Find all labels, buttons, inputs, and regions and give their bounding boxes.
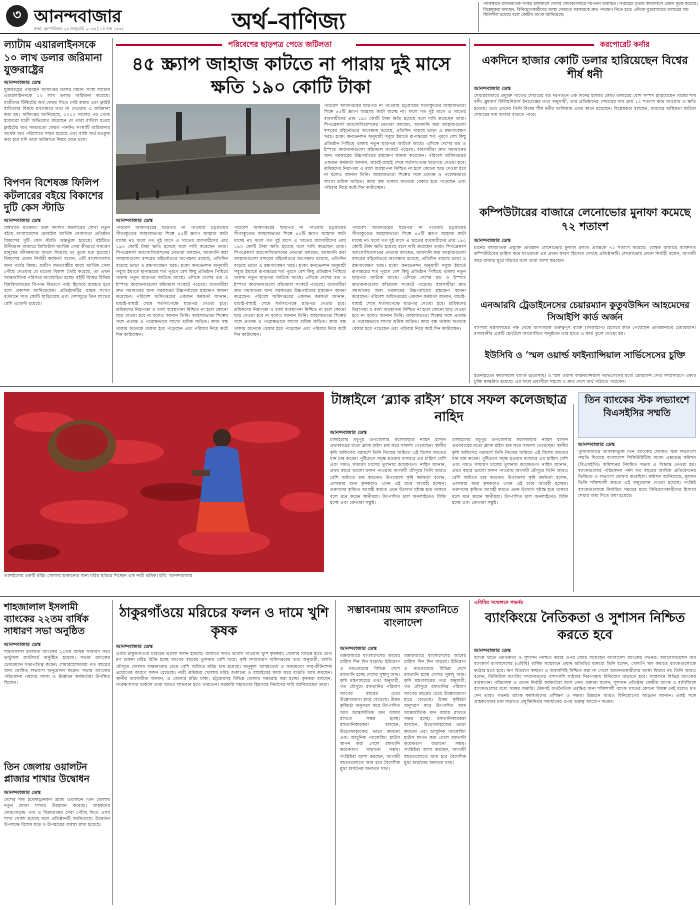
headline-richest: একদিনে হাজার কোটি ডলার হারিয়েছেন বিশ্বের শীর্ষ ধনী — [482, 54, 688, 81]
lead-body-col1: পরিবেশ অধিদপ্তরের ছাড়পত্র না পাওয়ায় চট্টগ্রামের সীতাকুণ্ডের জাহাজভাঙা শিল্পে ৪৫টি স্ক্র্যাপ জাহাজ কাটা যাচ্ছে না। ফলে গত দুই মাসে এ খাতের ব্যবসায়ীদের প্রায় ১৯০ কোটি টাকা ক্ষতি হয়েছে বলে দাবি করেছেন তারা। শিপব্রেকার্স অ্যাসোসিয়েশনের নেতারা বলছেন, আমদানি করা জাহাজগুলো বন্দরের বহির্নোঙরে অপেক্ষায় রয়েছে, প্রতিদিন বাড়ছে ভাড়া ও রক্ষণাবেক্ষণ খরচ। হংকং কনভেনশন অনুযায়ী সবুজ ইয়ার্ডে রূপান্তরের শর্ত পূরণে বেশ কিছু প্রতিষ্ঠান পিছিয়ে থাকায় নতুন ছাড়পত্র আটকে আছে। এদিকে দেশের রড ও ইস্পাত কারখানাগুলো কাঁচামাল সংকটে পড়েছে। ব্যবসায়ীরা দ্রুত সমাধানের জন্য সরকারের উচ্চপর্যায়ের হস্তক্ষেপ কামনা করেছেন। পরিবেশ অধিদপ্তরের একজন কর্মকর্তা জানান, যাচাই-বাছাই শেষে শর্তসাপেক্ষে ছাড়পত্র দেওয়া হবে। শ্রমিকদের নিরাপত্তা ও বর্জ্য ব্যবস্থাপনা নিশ্চিত না হলে কোনো ছাড় দেওয়া হবে না বলেও জানান তিনি। জাহাজভাঙা শিল্পের সঙ্গে প্রত্যক্ষ ও পরোক্ষভাবে লাখো শ্রমিক জড়িত। কাজ বন্ধ থাকায় অনেকে বেকার হয়ে পড়েছেন এবং পরিবার নিয়ে কষ্টে দিন কাটাচ্ছেন। — [116, 226, 228, 339]
byline: আনন্দবাজার ডেস্ক — [4, 80, 41, 86]
article-body-latam: যুক্তরাষ্ট্রের পরিবহন অধিদপ্তর চিলির বিমান সংস্থা ল্যাটাম এয়ারলাইনসকে ১০ লাখ ডলার জরিমানা করেছে। যাত্রীদের টিকিটের অর্থ ফেরত দিতে দেরি করায় এবং ফ্লাইট বাতিলের বিষয়ে যথাসময়ে তথ্য না দেওয়ায় এ জরিমানা করা হয়। অধিদপ্তর জানিয়েছে, ২০২০ সালের পর থেকে হাজারো যাত্রী অভিযোগ করেছেন যে তারা বাতিল হওয়া ফ্লাইটের অর্থ সময়মতো ফেরত পাননি। সংস্থাটি জরিমানার অর্ধেক অর্থ পরিশোধে সম্মত হয়েছে এবং বাকি অর্থ মওকুফ করা হবে যদি তারা ভবিষ্যতে নিয়ম মেনে চলে। — [4, 88, 110, 144]
byline: আনন্দবাজার ডেস্ক — [474, 648, 511, 654]
headline-ucb: ইউসিবি ও ‘স্মল ওয়ার্ল্ড ফাইন্যান্সিয়াল সার্ভিসেসের চুক্তি — [484, 351, 686, 361]
article-body-walton: দেশের শীর্ষ ইলেকট্রনিকস ব্র্যান্ড ওয়ালটন তিন জেলায় নতুন প্লাজা শাখার উদ্বোধন করেছে। গ্রাহকদের দোরগোড়ায় পণ্য ও বিক্রয়োত্তর সেবা পৌঁছে দিতে এসব শাখা খোলা হয়েছে বলে প্রতিষ্ঠানটি জানিয়েছে। উদ্বোধন উপলক্ষে বিশেষ ছাড় ও উপহারের ব্যবস্থা রাখা হয়েছে। — [4, 798, 110, 829]
ethics-kicker: এবিবির সম্মেলনে গভর্নর — [474, 600, 523, 606]
lead-body-col3: পরিবেশ অধিদপ্তরের ছাড়পত্র না পাওয়ায় চট্টগ্রামের সীতাকুণ্ডের জাহাজভাঙা শিল্পে ৪৫টি স্ক্র্যাপ জাহাজ কাটা যাচ্ছে না। ফলে গত দুই মাসে এ খাতের ব্যবসায়ীদের প্রায় ১৯০ কোটি টাকা ক্ষতি হয়েছে বলে দাবি করেছেন তারা। শিপব্রেকার্স অ্যাসোসিয়েশনের নেতারা বলছেন, আমদানি করা জাহাজগুলো বন্দরের বহির্নোঙরে অপেক্ষায় রয়েছে, প্রতিদিন বাড়ছে ভাড়া ও রক্ষণাবেক্ষণ খরচ। হংকং কনভেনশন অনুযায়ী সবুজ ইয়ার্ডে রূপান্তরের শর্ত পূরণে বেশ কিছু প্রতিষ্ঠান পিছিয়ে থাকায় নতুন ছাড়পত্র আটকে আছে। এদিকে দেশের রড ও ইস্পাত কারখানাগুলো কাঁচামাল সংকটে পড়েছে। ব্যবসায়ীরা দ্রুত সমাধানের জন্য সরকারের উচ্চপর্যায়ের হস্তক্ষেপ কামনা করেছেন। পরিবেশ অধিদপ্তরের একজন কর্মকর্তা জানান, যাচাই-বাছাই শেষে শর্তসাপেক্ষে ছাড়পত্র দেওয়া হবে। শ্রমিকদের নিরাপত্তা ও বর্জ্য ব্যবস্থাপনা নিশ্চিত না হলে কোনো ছাড় দেওয়া হবে না বলেও জানান তিনি। জাহাজভাঙা শিল্পের সঙ্গে প্রত্যক্ষ ও পরোক্ষভাবে লাখো শ্রমিক জড়িত। কাজ বন্ধ থাকায় অনেকে বেকার হয়ে পড়েছেন এবং পরিবার নিয়ে কষ্টে দিন কাটাচ্ছেন। — [352, 226, 466, 332]
ticker-text: পাকিস্তানে রাজনৈতিক সংকট চলাকালে দেশের শেয়ারবাজারে দরপতন অব্যাহত। সপ্তাহের তৃতীয় কার্যদিবসে প্রধান সূচক কমেছে। বিশ্লেষকরা বলছেন, বিনিয়োগকারীদের আস্থা ফেরাতে সরকারকে দ্রুত পদক্ষেপ নিতে হবে। এদিকে মুদ্রাবাজারে ডলারের দাম স্থিতিশীল রয়েছে বলে কেন্দ্রীয় ব্যাংক জানিয়েছে। — [478, 2, 698, 32]
newspaper-logo: আনন্দবাজার — [34, 7, 122, 27]
headline-black-rice: টাঙ্গাইলে ‘ব্ল্যাক রাইস’ চাষে সফল কলেজছাত্র নাহিদ — [331, 393, 567, 425]
corporate-corner-kicker: করপোরেট কর্নার — [600, 40, 650, 49]
article-body-cip: বাণিজ্য মন্ত্রণালয়ের পক্ষ থেকে বাণিজ্যিক গুরুত্বপূর্ণ ব্যক্তি (সিআইপি) হিসেবে কার্ড পেয়েছেন প্রতিষ্ঠানটির চেয়ারম্যান। রাজধানীর একটি হোটেলে আয়োজিত অনুষ্ঠানে তার হাতে এ কার্ড তুলে দেওয়া হয়। — [474, 326, 696, 338]
section-divider — [0, 386, 700, 387]
page-number: ৩ — [6, 5, 28, 27]
byline: আনন্দবাজার ডেস্ক — [4, 218, 41, 224]
byline: আনন্দবাজার ডেস্ক — [330, 430, 367, 436]
byline: আনন্দবাজার ডেস্ক — [474, 238, 511, 244]
article-body-lenovo: চীনের বহুজাতিক প্রযুক্তি প্রতিষ্ঠান লেনোভোর মুনাফা চলতি প্রান্তিকে ৭২ শতাংশ কমেছে। বৈশ্বিক বাজারে ব্যক্তিগত কম্পিউটারের চাহিদা কমে যাওয়াকে এর প্রধান কারণ হিসেবে দেখছে প্রতিষ্ঠানটি। লেনোভোর প্রধান নির্বাহী বলেন, আগামী বছর বাজার ঘুরে দাঁড়াবে বলে তারা আশা করছেন। — [474, 246, 696, 264]
headline-cip: এনআরবি ট্রেডাইনেসের চেয়ারম্যান কুতুবউদ্দিন আহমেদের সিআইপি কার্ড অর্জন — [480, 301, 690, 323]
section-title: অর্থ–বাণিজ্য — [232, 8, 346, 35]
article-body-ucb: ইউনাইটেড কমার্শিয়াল ব্যাংক (ইউসিবি) ও স্মল ওয়ার্ল্ড ফাইন্যান্সিয়াল সার্ভিসেসের মধ্যে রেমিট্যান্স সেবা সম্প্রসারণে একটি চুক্তি স্বাক্ষরিত হয়েছে। এর ফলে প্রবাসীরা সহজে ও দ্রুত দেশে অর্থ পাঠাতে পারবেন। — [474, 374, 696, 386]
dateline: ঢাকা, বৃহস্পতিবার ২৯ জানুয়ারি ২০২৬ | ১৫ মাঘ ১৪৩২ — [34, 26, 124, 31]
column-rule — [469, 38, 470, 383]
article-body-richest: শেয়ারবাজারে প্রযুক্তি খাতের শেয়ারের বড় দরপতনে এক দিনেই হাজার কোটি ডলারের বেশি সম্পদ হারিয়েছেন বিশ্বের শীর্ষ ধনী। ব্লুমবার্গ বিলিয়নিয়ার্স ইনডেক্সের তথ্য অনুযায়ী, তার প্রতিষ্ঠানের শেয়ারের দাম প্রায় ১২ শতাংশ কমে যাওয়ায় এ ক্ষতি হয়েছে। তবে এখনো তিনি বিশ্বের শীর্ষ ধনীর তালিকায় প্রথম স্থানে রয়েছেন। বিশ্লেষকরা বলছেন, বাজারে অস্থিরতা কাটলে শেয়ারের দাম আবার বাড়তে পারে। — [474, 94, 696, 118]
headline-kotler: বিপণন বিশেষজ্ঞ ফিলিপ কটলারের বইয়ে বিকাশের দুটি কেস স্টাডি — [4, 178, 104, 214]
column-rule — [112, 38, 113, 383]
kicker-rule — [474, 44, 594, 46]
shipyard-photo — [116, 104, 320, 214]
article-body-rice-col2: টাঙ্গাইলের মধুপুর উপজেলার কলেজছাত্র নাহিদ হাসান প্রথমবারের মতো ব্ল্যাক রাইস চাষ করে সাফল্য পেয়েছেন। স্থানীয় কৃষি অফিসের পরামর্শে তিনি নিজের জমিতে এই বিশেষ জাতের ধান চাষ করেন। পুষ্টিগুণে সমৃদ্ধ হওয়ায় বাজারে এর চাহিদা বেশি এবং দামও সাধারণ চালের তুলনায় কয়েকগুণ। নাহিদ জানান, প্রথম বছরে ভালো ফলন পাওয়ায় আগামী মৌসুমে তিনি আরও বেশি জমিতে চাষ করবেন। উপজেলা কৃষি কর্মকর্তা বলেন, এলাকার অন্য কৃষকরাও এখন এই চাষে আগ্রহী হচ্ছেন। তরুণদের কৃষিতে আগ্রহী করতে এমন উদ্যোগ দৃষ্টান্ত হয়ে থাকবে বলে মনে করেন স্থানীয়রা। উৎপাদিত চাল অনলাইনেও বিক্রি হচ্ছে এবং ক্রেতারা সন্তুষ্ট। — [452, 438, 568, 506]
article-body-mango-col1: বিশ্ববাজারে বাংলাদেশের আমের চাহিদা দিন দিন বাড়ছে। ইউরোপ ও মধ্যপ্রাচ্যের বিভিন্ন দেশে রফতানি হচ্ছে দেশের সুস্বাদু আম। কৃষি মন্ত্রণালয়ের তথ্য অনুযায়ী, গত মৌসুমে রফতানির পরিমাণ আগের বছরের চেয়ে উল্লেখযোগ্য হারে বেড়েছে। উত্তম কৃষিচর্চা অনুসরণ করে উৎপাদিত আম আন্তর্জাতিক মান বজায় রাখতে সক্ষম হচ্ছে। রফতানিকারকরা বলছেন, উড়োজাহাজের ভাড়া কমানো এবং আধুনিক প্যাকেজিং হাউস স্থাপন করা গেলে রফতানি কয়েকগুণ বাড়ানো সম্ভব। সংশ্লিষ্টরা আশা করছেন, আগামী বছরগুলোতে আম হবে বৈদেশিক মুদ্রা অর্জনের অন্যতম খাত। — [340, 654, 400, 773]
headline-sjibl: শাহজালাল ইসলামী ব্যাংকের ২২তম বার্ষিক সাধারণ সভা অনুষ্ঠিত — [4, 602, 89, 637]
byline: আনন্দবাজার ডেস্ক — [4, 642, 41, 648]
headline-chili: ঠাকুরগাঁওয়ে মরিচের ফলন ও দামে খুশি কৃষক — [119, 605, 329, 639]
photo-caption: তাঙ্গাইলের একটি মরিচ খোলায় শুকানোর জন্য মরিচ ছড়িয়ে দিচ্ছেন এক নারী শ্রমিক। ছবি: আনন্দবাজার — [4, 574, 193, 579]
chili-drying-photo — [4, 392, 324, 572]
headline-ethics: ব্যাংকিংয়ে নৈতিকতা ও সুশাসন নিশ্চিত করতে হবে — [484, 611, 686, 643]
byline: আনন্দবাজার ডেস্ক — [116, 218, 153, 224]
byline: আনন্দবাজার ডেস্ক — [474, 86, 511, 92]
kicker-rule — [356, 44, 466, 46]
headline-mango: সম্ভাবনাময় আম রফতানিতে বাংলাদেশ — [347, 605, 459, 629]
article-body-rice-col1: টাঙ্গাইলের মধুপুর উপজেলার কলেজছাত্র নাহিদ হাসান প্রথমবারের মতো ব্ল্যাক রাইস চাষ করে সাফল্য পেয়েছেন। স্থানীয় কৃষি অফিসের পরামর্শে তিনি নিজের জমিতে এই বিশেষ জাতের ধান চাষ করেন। পুষ্টিগুণে সমৃদ্ধ হওয়ায় বাজারে এর চাহিদা বেশি এবং দামও সাধারণ চালের তুলনায় কয়েকগুণ। নাহিদ জানান, প্রথম বছরে ভালো ফলন পাওয়ায় আগামী মৌসুমে তিনি আরও বেশি জমিতে চাষ করবেন। উপজেলা কৃষি কর্মকর্তা বলেন, এলাকার অন্য কৃষকরাও এখন এই চাষে আগ্রহী হচ্ছেন। তরুণদের কৃষিতে আগ্রহী করতে এমন উদ্যোগ দৃষ্টান্ত হয়ে থাকবে বলে মনে করেন স্থানীয়রা। উৎপাদিত চাল অনলাইনেও বিক্রি হচ্ছে এবং ক্রেতারা সন্তুষ্ট। — [330, 438, 446, 506]
lead-body-col2: পরিবেশ অধিদপ্তরের ছাড়পত্র না পাওয়ায় চট্টগ্রামের সীতাকুণ্ডের জাহাজভাঙা শিল্পে ৪৫টি স্ক্র্যাপ জাহাজ কাটা যাচ্ছে না। ফলে গত দুই মাসে এ খাতের ব্যবসায়ীদের প্রায় ১৯০ কোটি টাকা ক্ষতি হয়েছে বলে দাবি করেছেন তারা। শিপব্রেকার্স অ্যাসোসিয়েশনের নেতারা বলছেন, আমদানি করা জাহাজগুলো বন্দরের বহির্নোঙরে অপেক্ষায় রয়েছে, প্রতিদিন বাড়ছে ভাড়া ও রক্ষণাবেক্ষণ খরচ। হংকং কনভেনশন অনুযায়ী সবুজ ইয়ার্ডে রূপান্তরের শর্ত পূরণে বেশ কিছু প্রতিষ্ঠান পিছিয়ে থাকায় নতুন ছাড়পত্র আটকে আছে। এদিকে দেশের রড ও ইস্পাত কারখানাগুলো কাঁচামাল সংকটে পড়েছে। ব্যবসায়ীরা দ্রুত সমাধানের জন্য সরকারের উচ্চপর্যায়ের হস্তক্ষেপ কামনা করেছেন। পরিবেশ অধিদপ্তরের একজন কর্মকর্তা জানান, যাচাই-বাছাই শেষে শর্তসাপেক্ষে ছাড়পত্র দেওয়া হবে। শ্রমিকদের নিরাপত্তা ও বর্জ্য ব্যবস্থাপনা নিশ্চিত না হলে কোনো ছাড় দেওয়া হবে না বলেও জানান তিনি। জাহাজভাঙা শিল্পের সঙ্গে প্রত্যক্ষ ও পরোক্ষভাবে লাখো শ্রমিক জড়িত। কাজ বন্ধ থাকায় অনেকে বেকার হয়ে পড়েছেন এবং পরিবার নিয়ে কষ্টে দিন কাটাচ্ছেন। — [234, 226, 346, 339]
kicker-rule — [116, 44, 222, 46]
section-divider — [0, 596, 700, 597]
headline-bsec: তিন ব্যাংকের স্টক লভ্যাংশে বিএসইসির সম্মতি — [584, 395, 690, 419]
masthead — [0, 0, 700, 34]
lead-body-right: পরিবেশ অধিদপ্তরের ছাড়পত্র না পাওয়ায় চট্টগ্রামের সীতাকুণ্ডের জাহাজভাঙা শিল্পে ৪৫টি স্ক্র্যাপ জাহাজ কাটা যাচ্ছে না। ফলে গত দুই মাসে এ খাতের ব্যবসায়ীদের প্রায় ১৯০ কোটি টাকা ক্ষতি হয়েছে বলে দাবি করেছেন তারা। শিপব্রেকার্স অ্যাসোসিয়েশনের নেতারা বলছেন, আমদানি করা জাহাজগুলো বন্দরের বহির্নোঙরে অপেক্ষায় রয়েছে, প্রতিদিন বাড়ছে ভাড়া ও রক্ষণাবেক্ষণ খরচ। হংকং কনভেনশন অনুযায়ী সবুজ ইয়ার্ডে রূপান্তরের শর্ত পূরণে বেশ কিছু প্রতিষ্ঠান পিছিয়ে থাকায় নতুন ছাড়পত্র আটকে আছে। এদিকে দেশের রড ও ইস্পাত কারখানাগুলো কাঁচামাল সংকটে পড়েছে। ব্যবসায়ীরা দ্রুত সমাধানের জন্য সরকারের উচ্চপর্যায়ের হস্তক্ষেপ কামনা করেছেন। পরিবেশ অধিদপ্তরের একজন কর্মকর্তা জানান, যাচাই-বাছাই শেষে শর্তসাপেক্ষে ছাড়পত্র দেওয়া হবে। শ্রমিকদের নিরাপত্তা ও বর্জ্য ব্যবস্থাপনা নিশ্চিত না হলে কোনো ছাড় দেওয়া হবে না বলেও জানান তিনি। জাহাজভাঙা শিল্পের সঙ্গে প্রত্যক্ষ ও পরোক্ষভাবে লাখো শ্রমিক জড়িত। কাজ বন্ধ থাকায় অনেকে বেকার হয়ে পড়েছেন এবং পরিবার নিয়ে কষ্টে দিন কাটাচ্ছেন। — [324, 104, 466, 191]
byline: আনন্দবাজার ডেস্ক — [578, 442, 615, 448]
headline-latam: ল্যাটাম এয়ারলাইনসকে ১০ লাখ ডলার জরিমানা যুক্তরাষ্ট্রের — [4, 40, 103, 76]
article-body-kotler: বিশ্বখ্যাত মার্কেটিং গুরু ফিলিপ কটলারের লেখা নতুন বইয়ে বাংলাদেশের মোবাইল আর্থিক সেবাদাতা প্রতিষ্ঠান বিকাশের দুটি কেস স্টাডি অন্তর্ভুক্ত হয়েছে। বইটিতে উদীয়মান বাজারে ডিজিটাল আর্থিক সেবা কীভাবে সাধারণ মানুষের জীবনযাত্রা বদলে দিয়েছে তা তুলে ধরা হয়েছে। বিকাশের প্রধান নির্বাহী কর্মকর্তা বলেন, এটি বাংলাদেশের জন্য গর্বের বিষয়। গ্রামীণ জনগোষ্ঠীর কাছে আর্থিক সেবা পৌঁছে দেওয়ার যে মডেল বিকাশ তৈরি করেছে, তা এখন আন্তর্জাতিক পরিসরে আলোচিত হচ্ছে। বইটি বিশ্বের বিভিন্ন বিশ্ববিদ্যালয়ের বিপণন বিভাগে পাঠ্য হিসেবে ব্যবহৃত হবে বলে প্রকাশক জানিয়েছেন। প্রতিষ্ঠানটির গ্রাহক সংখ্যা বর্তমানে সাত কোটি ছাড়িয়েছে এবং দেশজুড়ে তিন লাখের বেশি এজেন্ট রয়েছে। — [4, 226, 110, 307]
headline-walton: তিন জেলায় ওয়ালটন প্লাজার শাখার উদ্বোধন — [4, 762, 90, 785]
article-body-ethics: ব্যাংক খাতে নৈতিকতা ও সুশাসন নিশ্চিত করার ওপর জোর দিয়েছেন বাংলাদেশ ব্যাংকের গভর্নর। অ্যাসোসিয়েশন অব ব্যাংকার্স বাংলাদেশের (এবিবি) বার্ষিক সম্মেলনে প্রধান অতিথির বক্তব্যে তিনি বলেন, খেলাপি ঋণ কমাতে ব্যাংকগুলোকে কঠোর হতে হবে। ঋণ বিতরণে স্বচ্ছতা ও জবাবদিহি নিশ্চিত করা না গেলে আমানতকারীদের আস্থা ফিরবে না। তিনি আরও বলেন, ডিজিটাল ব্যাংকিং সম্প্রসারণের পাশাপাশি সাইবার নিরাপত্তায় বিনিয়োগ বাড়াতে হবে। সম্মেলনে বিভিন্ন ব্যাংকের ব্যবস্থাপনা পরিচালক ও প্রধান নির্বাহী কর্মকর্তারা অংশ নেন। বক্তারা বলেন, সুশাসন প্রতিষ্ঠায় কেন্দ্রীয় ব্যাংক ও বাণিজ্যিক ব্যাংকগুলোর মধ্যে সমন্বয় জরুরি। টেকসই অর্থনৈতিক প্রবৃদ্ধির জন্য শক্তিশালী ব্যাংক খাতের কোনো বিকল্প নেই বলেও মত দেন তারা। গভর্নর ব্যাংক কর্মকর্তাদের প্রশিক্ষণ ও দক্ষতা উন্নয়নে আরও বিনিয়োগের আহ্বান জানান। একই সঙ্গে গ্রাহকসেবার মান বাড়াতে প্রযুক্তিনির্ভর সমাধানের ওপর গুরুত্ব আরোপ করেন। — [474, 656, 696, 706]
byline: আনন্দবাজার ডেস্ক — [340, 646, 377, 652]
headline-lenovo: কম্পিউটারের বাজারে লেনোভোর মুনাফা কমেছে ৭২ শতাংশ — [479, 206, 691, 233]
article-body-mango-col2: বিশ্ববাজারে বাংলাদেশের আমের চাহিদা দিন দিন বাড়ছে। ইউরোপ ও মধ্যপ্রাচ্যের বিভিন্ন দেশে রফতানি হচ্ছে দেশের সুস্বাদু আম। কৃষি মন্ত্রণালয়ের তথ্য অনুযায়ী, গত মৌসুমে রফতানির পরিমাণ আগের বছরের চেয়ে উল্লেখযোগ্য হারে বেড়েছে। উত্তম কৃষিচর্চা অনুসরণ করে উৎপাদিত আম আন্তর্জাতিক মান বজায় রাখতে সক্ষম হচ্ছে। রফতানিকারকরা বলছেন, উড়োজাহাজের ভাড়া কমানো এবং আধুনিক প্যাকেজিং হাউস স্থাপন করা গেলে রফতানি কয়েকগুণ বাড়ানো সম্ভব। সংশ্লিষ্টরা আশা করছেন, আগামী বছরগুলোতে আম হবে বৈদেশিক মুদ্রা অর্জনের অন্যতম খাত। — [404, 654, 466, 767]
column-rule — [573, 404, 574, 592]
lead-headline: ৪৫ স্ক্র্যাপ জাহাজ কাটতে না পারায় দুই মাসে ক্ষতি ১৯০ কোটি টাকা — [131, 54, 451, 98]
byline: আনন্দবাজার ডেস্ক — [116, 644, 153, 650]
article-body-chili: এবার ঠাকুরগাঁওয়ে মরিচের ভালো ফলন হয়েছে। বাজারে দামও ভালো পাওয়ায় খুশি কৃষকরা। জেলার বিভিন্ন হাটে প্রতি মণ শুকনা মরিচ বিক্রি হচ্ছে আগের বছরের তুলনায় বেশি দামে। কৃষি সম্প্রসারণ অধিদপ্তরের তথ্য অনুযায়ী, চলতি মৌসুমে জেলায় লক্ষ্যমাত্রার চেয়ে বেশি জমিতে মরিচ চাষ হয়েছে। অনুকূল আবহাওয়া ও সময়মতো সার-কীটনাশক প্রয়োগের কারণে ফলন বেড়েছে। নারী শ্রমিকরা খোলায় মরিচ শুকানো ও বাছাইয়ের কাজ করে বাড়তি আয় করছেন। স্থানীয় ব্যবসায়ীরা জানান, এ জেলার মরিচ ঢাকা, চট্টগ্রামসহ বিভিন্ন জেলায় সরবরাহ করা হচ্ছে। কৃষকরা বলছেন, সংরক্ষণাগার থাকলে তারা আরও লাভবান হতে পারতেন। সরকারি সহায়তায় হিমাগার নির্মাণের দাবি জানিয়েছেন তারা। — [116, 652, 332, 689]
lead-kicker: পরিবেশের ছাড়পত্র পেতে জটিলতা — [228, 40, 332, 49]
article-body-sjibl: শাহজালাল ইসলামী ব্যাংকের ২২তম বার্ষিক সাধারণ সভা ভার্চুয়াল প্ল্যাটফর্মে অনুষ্ঠিত হয়েছে। সভায় ব্যাংকের চেয়ারম্যান সভাপতিত্ব করেন। শেয়ারহোল্ডাররা গত বছরের জন্য ঘোষিত লভ্যাংশ অনুমোদন করেন। সভায় ব্যাংকের পরিচালনা পর্ষদের সদস্য ও ঊর্ধ্বতন কর্মকর্তারা উপস্থিত ছিলেন। — [4, 650, 110, 687]
article-body-bsec: পুঁজিবাজারে তালিকাভুক্ত তিন ব্যাংকের ঘোষিত স্টক লভ্যাংশে সম্মতি দিয়েছে বাংলাদেশ সিকিউরিটিজ অ্যান্ড এক্সচেঞ্জ কমিশন (বিএসইসি)। কমিশনের নিয়মিত সভায় এ সিদ্ধান্ত নেওয়া হয়। ব্যাংকগুলোর পরিচালনা পর্ষদ গত বছরের আর্থিক প্রতিবেদনের ভিত্তিতে এ লভ্যাংশ ঘোষণা করেছিল। কমিশন জানিয়েছে, মূলধন ভিত্তি শক্তিশালী করতে এই অনুমোদন দেওয়া হয়েছে। সংশ্লিষ্ট ব্যাংকগুলোকে নির্ধারিত সময়ের মধ্যে বিনিয়োগকারীদের হিসাবে শেয়ার জমা দিতে বলা হয়েছে। — [578, 450, 696, 500]
column-rule — [469, 600, 470, 905]
byline: আনন্দবাজার ডেস্ক — [4, 790, 41, 796]
column-rule — [112, 600, 113, 905]
column-rule — [335, 600, 336, 905]
